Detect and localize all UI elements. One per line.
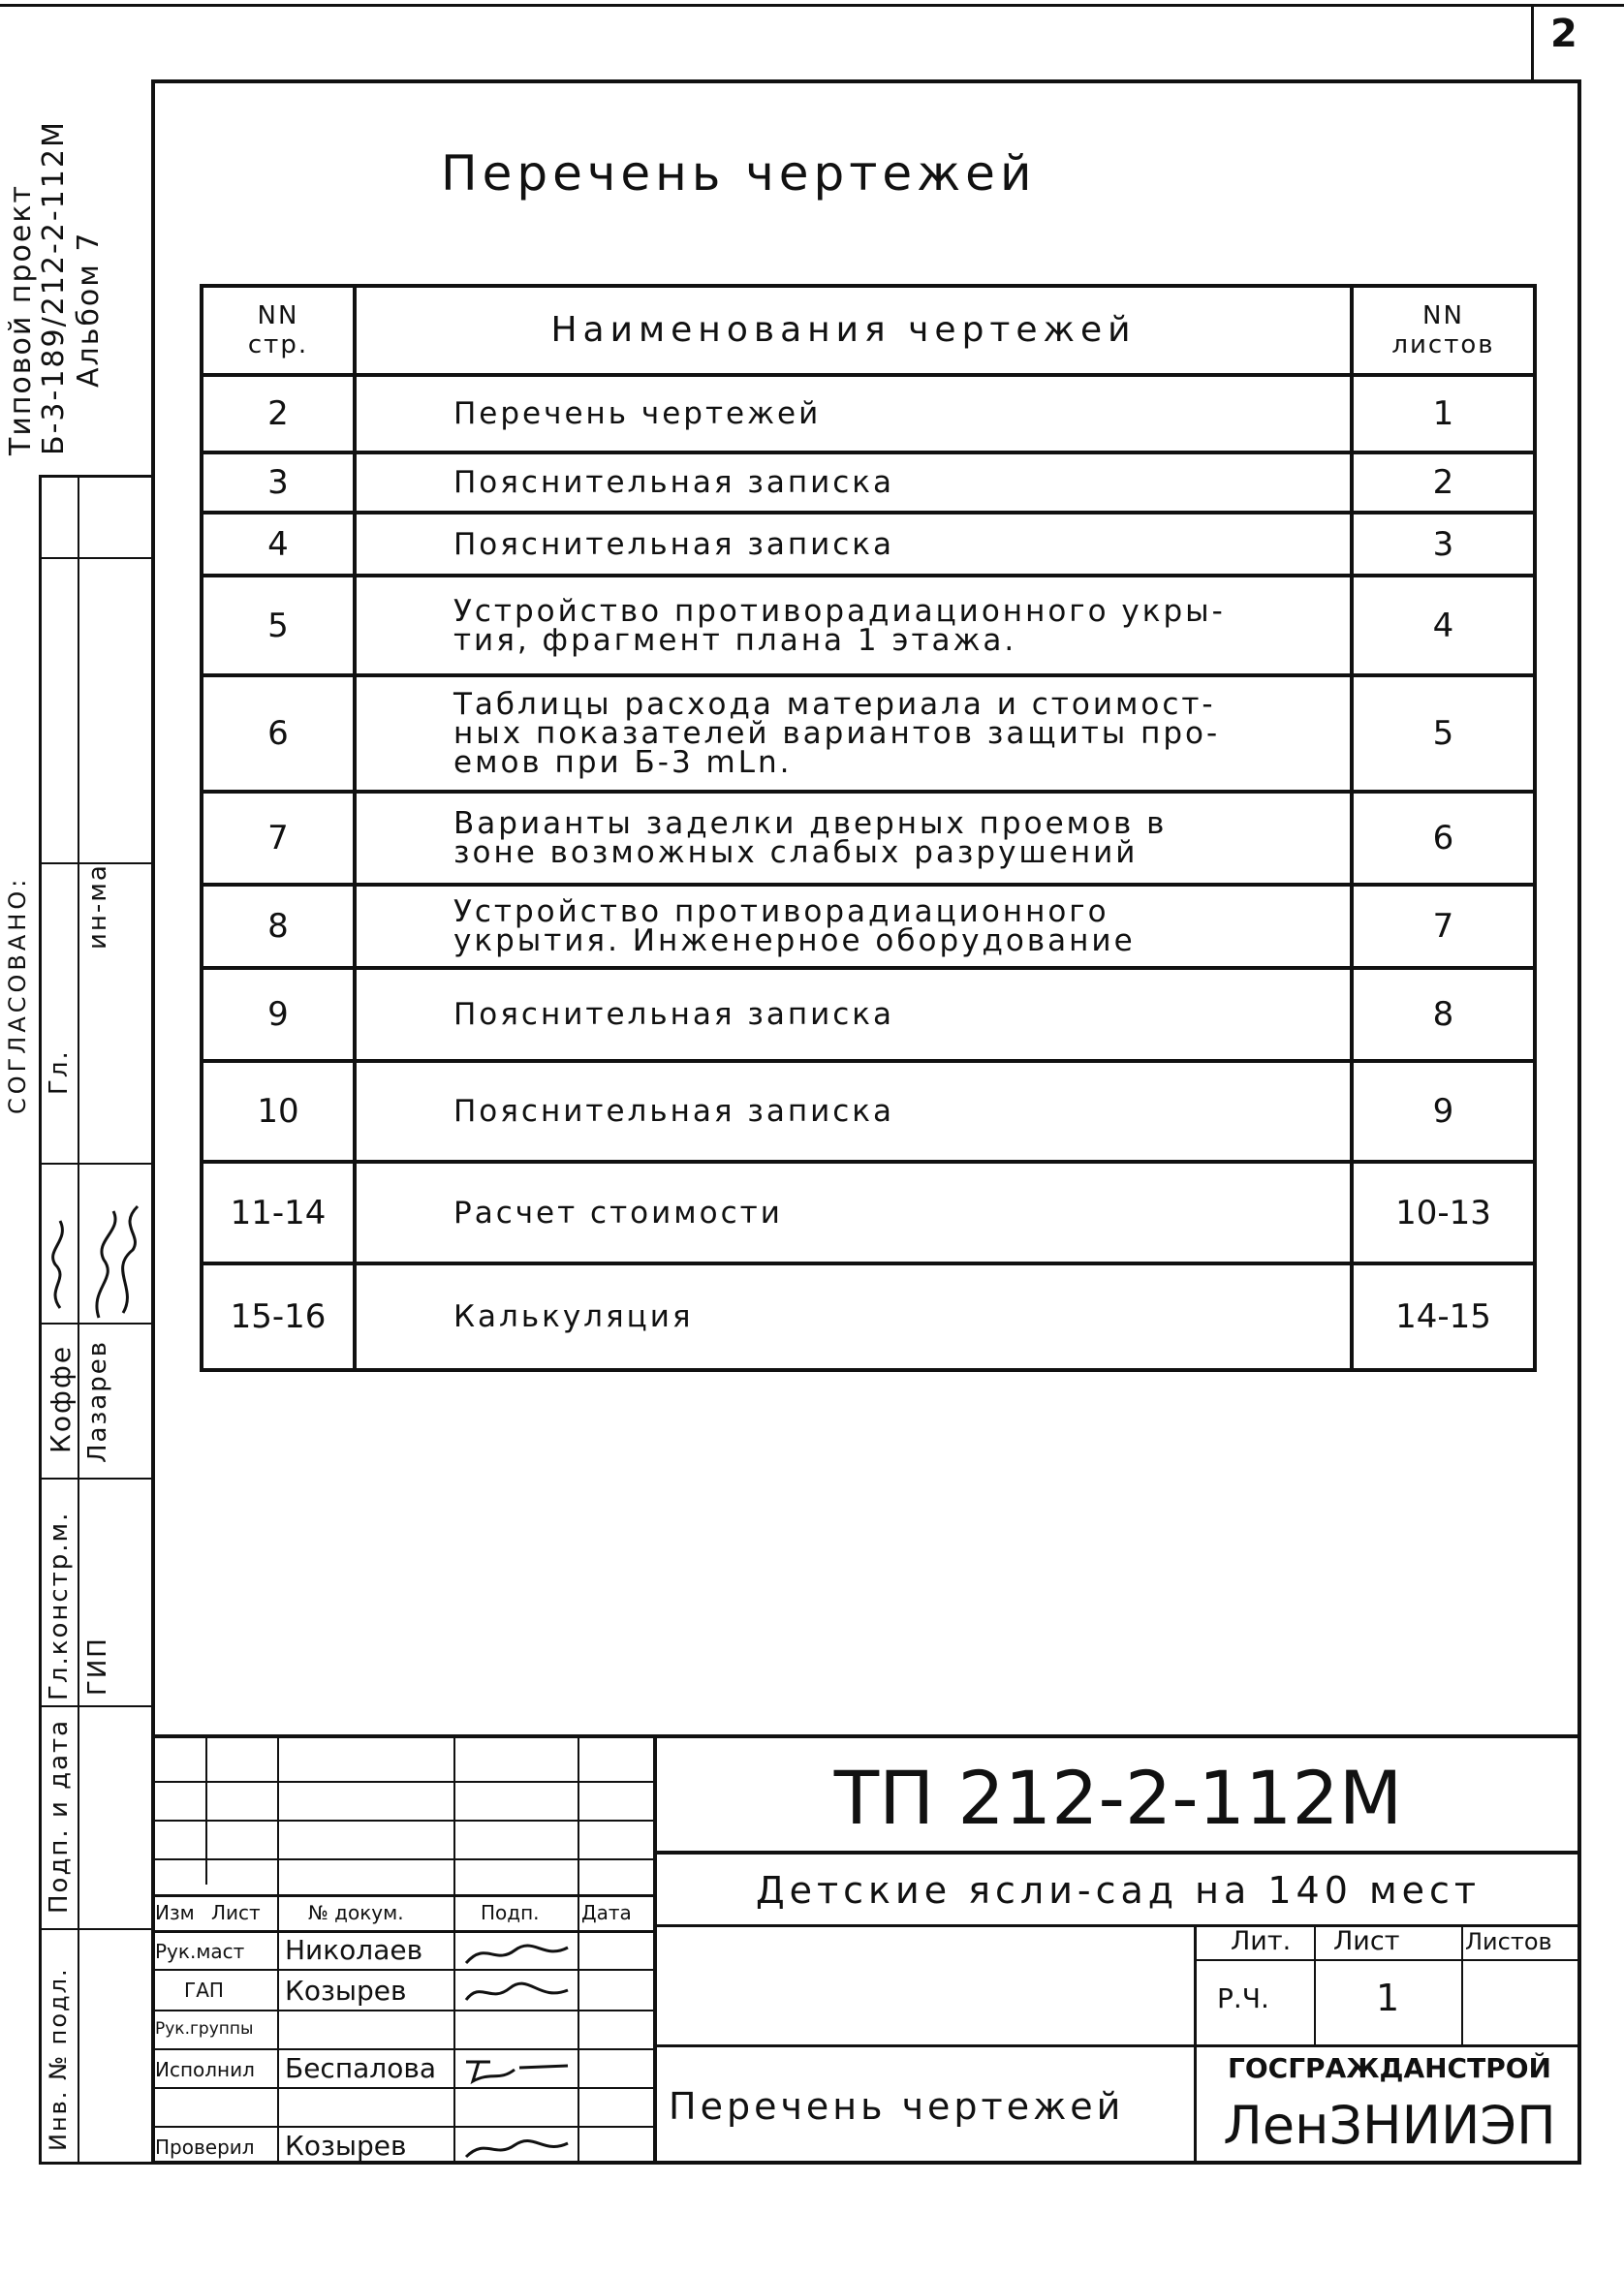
row-name: Калькуляция (355, 1263, 1352, 1370)
row-sheet: 8 (1352, 968, 1535, 1061)
side-name-lazarev: Лазарев (83, 1339, 112, 1463)
table-row (202, 1263, 1535, 1370)
row-name: Перечень чертежей (355, 375, 1352, 452)
side-project-line2: Б-3-189/212-2-112М (37, 120, 71, 455)
stamp-grid-line (151, 2048, 655, 2050)
table-header-row (202, 286, 1535, 375)
stamp-grid-line (151, 1820, 655, 1822)
stamp-grid-line (1314, 1924, 1316, 2044)
role-label: ГАП (184, 1979, 224, 2002)
side-podp-data: Подп. и дата (45, 1718, 74, 1914)
side-rule (39, 1478, 151, 1480)
stamp-grid-line (655, 2044, 1581, 2047)
stamp-grid-line (151, 2126, 655, 2128)
stamp-grid-line (1461, 1924, 1463, 2044)
org-line1: ГОСГРАЖДАНСТРОЙ (1228, 2051, 1551, 2084)
row-sheet: 3 (1352, 513, 1535, 576)
row-page: 2 (202, 375, 355, 452)
row-sheet: 5 (1352, 675, 1535, 792)
table-row (202, 968, 1535, 1061)
role-name: Беспалова (285, 2052, 436, 2084)
table-row (202, 452, 1535, 513)
role-name: Козырев (285, 2130, 407, 2162)
stamp-grid-line (205, 1734, 207, 1885)
row-name: Пояснительная записка (355, 968, 1352, 1061)
table-row (202, 885, 1535, 968)
row-sheet: 4 (1352, 576, 1535, 675)
side-rule (39, 1163, 151, 1165)
side-col-gl: Гл. (45, 1049, 74, 1095)
side-project-line3: Альбом 7 (72, 231, 106, 388)
row-name: Варианты заделки дверных проемов в зоне возможных слабых разрушений (355, 792, 1352, 885)
role-name: Николаев (285, 1934, 423, 1966)
corner-box-left (1531, 4, 1534, 81)
stamp-grid-line (151, 1894, 655, 1897)
side-project-line1: Типовой проект (4, 184, 38, 455)
row-page: 8 (202, 885, 355, 968)
stamp-grid-line (655, 1924, 1581, 1927)
list-value: 1 (1376, 1977, 1400, 2019)
col-data: Дата (581, 1901, 632, 1924)
side-role-gip: ГИП (83, 1637, 112, 1696)
role-label: Рук.группы (155, 2019, 254, 2039)
role-label: Проверил (155, 2136, 255, 2159)
row-page: 6 (202, 675, 355, 792)
lit-value: Р.Ч. (1217, 1982, 1269, 2014)
org-line2: ЛенЗНИИЭП (1223, 2094, 1556, 2156)
signature-icon (461, 1975, 574, 2010)
table-row (202, 375, 1535, 452)
row-sheet: 2 (1352, 452, 1535, 513)
stamp-grid-line (151, 1969, 655, 1971)
stamp-grid-line (578, 1734, 579, 2165)
row-name: Пояснительная записка (355, 1061, 1352, 1162)
row-page: 10 (202, 1061, 355, 1162)
header-sheet-no: NN листов (1352, 286, 1535, 375)
lit-label: Лит. (1231, 1926, 1292, 1956)
col-izm: Изм (155, 1901, 195, 1924)
sheet-corner-number: 2 (1550, 12, 1577, 56)
row-page: 5 (202, 576, 355, 675)
col-list: Лист (211, 1901, 261, 1924)
row-sheet: 6 (1352, 792, 1535, 885)
object-name: Детские ясли-сад на 140 мест (755, 1869, 1482, 1912)
row-page: 9 (202, 968, 355, 1061)
signature-icon (461, 2130, 574, 2165)
table-row (202, 792, 1535, 885)
stamp-grid-line (277, 1734, 279, 2165)
table-row (202, 675, 1535, 792)
side-role-gl-konstr: Гл.констр.м. (45, 1511, 74, 1700)
col-doc: № докум. (308, 1901, 404, 1924)
row-name: Пояснительная записка (355, 452, 1352, 513)
role-label: Рук.маст (155, 1940, 245, 1963)
side-col-ih: ин-ма (83, 863, 112, 950)
stamp-grid-line (151, 1930, 655, 1933)
side-rule (39, 1705, 151, 1707)
table-row (202, 1162, 1535, 1263)
row-sheet: 1 (1352, 375, 1535, 452)
signature-icon (41, 1211, 78, 1318)
row-name: Расчет стоимости (355, 1162, 1352, 1263)
row-page: 4 (202, 513, 355, 576)
row-sheet: 14-15 (1352, 1263, 1535, 1370)
row-page: 7 (202, 792, 355, 885)
row-name: Таблицы расхода материала и стоимост- ных показателей вариантов защиты про- емов при Б-3 mLn. (355, 675, 1352, 792)
table-row (202, 576, 1535, 675)
stamp-grid-line (151, 1781, 655, 1783)
row-sheet: 7 (1352, 885, 1535, 968)
sheet-title: Перечень чертежей (669, 2085, 1125, 2128)
header-page-no: NN стр. (202, 286, 355, 375)
side-name-koffe: Коффе (45, 1344, 77, 1453)
stamp-grid-line (655, 1851, 1581, 1855)
top-edge (0, 4, 1624, 7)
row-name: Устройство противорадиационного укры- тия, фрагмент плана 1 этажа. (355, 576, 1352, 675)
stamp-grid-line (151, 2087, 655, 2089)
side-inv-podl: Инв. № подл. (45, 1967, 72, 2151)
row-sheet: 9 (1352, 1061, 1535, 1162)
side-rule (39, 557, 151, 559)
drawing-list-table (200, 284, 1537, 1372)
doc-code: ТП 212-2-112М (833, 1754, 1403, 1841)
header-name: Наименования чертежей (355, 286, 1352, 375)
role-name: Козырев (285, 1975, 407, 2007)
signature-icon (461, 1936, 574, 1971)
role-label: Исполнил (155, 2058, 255, 2081)
signature-icon (79, 1201, 151, 1327)
list-label: Лист (1333, 1926, 1400, 1956)
row-page: 3 (202, 452, 355, 513)
table-row (202, 1061, 1535, 1162)
stamp-grid-line (1194, 1959, 1581, 1961)
stamp-grid-line (151, 1858, 655, 1860)
row-name: Пояснительная записка (355, 513, 1352, 576)
side-agreed-label: СОГЛАСОВАНО: (4, 875, 31, 1114)
row-sheet: 10-13 (1352, 1162, 1535, 1263)
stamp-top-rule (151, 1734, 1581, 1738)
stamp-grid-line (151, 2010, 655, 2011)
table-row (202, 513, 1535, 576)
page-title: Перечень чертежей (441, 145, 1037, 202)
side-rule (39, 1928, 151, 1930)
col-podp: Подп. (481, 1901, 540, 1924)
row-page: 11-14 (202, 1162, 355, 1263)
signature-icon (461, 2052, 574, 2087)
row-name: Устройство противорадиационного укрытия. Инженерное оборудование (355, 885, 1352, 968)
stamp-grid-line (453, 1734, 455, 2165)
listov-label: Листов (1465, 1928, 1552, 1955)
row-page: 15-16 (202, 1263, 355, 1370)
